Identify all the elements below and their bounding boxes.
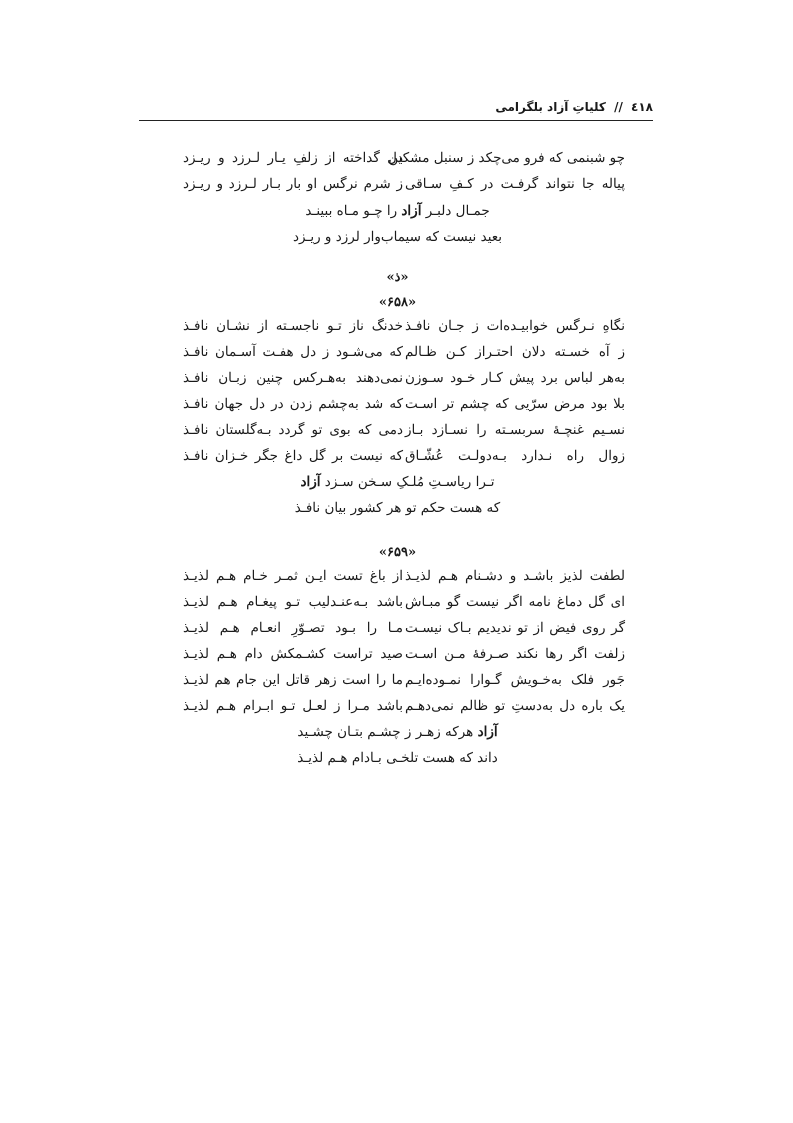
hemistich-left: باشد مـرا ز لعـل تـو ابـرام هـم لذیـذ (183, 698, 403, 714)
verse-row (170, 344, 625, 370)
hemistich-left: خدنگ ناز تـو ناجسـته از نشـان نافـذ (183, 318, 403, 334)
closing-text-pre: تـرا ریاسـتِ مُلـکِ سـخن سـزد (320, 474, 495, 490)
hemistich-left: مـا را بـود تصـوّرِ انعـام هـم لذیـذ (183, 620, 403, 636)
closing-line (170, 474, 625, 490)
hemistich-right: ای گل دماغ نامه اگر نیست گو مبـاش (405, 594, 625, 610)
book-title: کلیاتِ آزاد بلگرامی (495, 100, 606, 114)
hemistich-left: که نیست بر گل داغ جگر خـزان نافـذ (183, 448, 403, 464)
closing-text-post: را چـو مـاه ببینـد (305, 203, 402, 219)
hemistich-left: از باغ تست ایـن ثمـر خـام هـم لذیـذ (183, 568, 403, 584)
hemistich-left: دل گداخته از زلفِ یـار لـرزد و ریـزد (183, 150, 403, 166)
hemistich-right: لطفت لذیز باشـد و دشـنام هـم لذیـذ (405, 568, 625, 584)
hemistich-right: یک باره دل به‌دستِ تو ظالم نمی‌دهـم (405, 698, 625, 714)
page-number: ٤١٨ (631, 100, 653, 114)
closing-line (170, 724, 625, 740)
hemistich-left: که می‌شـود ز دل هفـت آسـمان نافـذ (183, 344, 403, 360)
closing-text-pre: بعید نیست که سیماب‌وار لرزد و ریـزد (292, 229, 503, 245)
hemistich-right: نسـیم غنچـهٔ سربسـته را نسـازد بـاز (405, 422, 625, 438)
poet-name: آزاد (477, 724, 498, 740)
hemistich-right: پیاله جا نتواند گرفـت در کـفِ سـاقی (405, 176, 625, 192)
hemistich-left: ما را است زهر قاتل این جام هم لذیـذ (183, 672, 403, 688)
poet-name: آزاد (401, 203, 422, 219)
hemistich-left: دمی که بوی تو گردد بـه‌گلستان نافـذ (183, 422, 403, 438)
hemistich-right: زلفت اگر رها نکند صـرفهٔ مـن اسـت (405, 646, 625, 662)
hemistich-right: ز آه خسـته دلان احتـراز کـن ظـالم (405, 344, 625, 360)
verse-row (170, 448, 625, 474)
hemistich-right: به‌هر لباس برد پیش کـار خـود سـوزن (405, 370, 625, 386)
closing-text-pre: داند که هست تلخـی بـادام هـم لذیـذ (297, 750, 498, 766)
header-separator: // (614, 100, 623, 114)
verse-row (170, 422, 625, 448)
verse-row (170, 370, 625, 396)
closing-line (170, 203, 625, 219)
closing-line (170, 750, 625, 766)
closing-text-pre: جمـال دلبـر (421, 203, 490, 219)
closing-line (170, 500, 625, 516)
verse-row (170, 594, 625, 620)
letter-heading: «ذ» (386, 270, 409, 285)
poet-name: آزاد (300, 474, 321, 490)
verse-row (170, 646, 625, 672)
closing-line (170, 229, 625, 245)
hemistich-left: ز شرم نرگس او بار بـار لـرزد و ریـزد (183, 176, 403, 192)
verse-row (170, 698, 625, 724)
verse-row (170, 568, 625, 594)
verse-row (170, 620, 625, 646)
hemistich-left: نمی‌دهند به‌هـرکس چنین زبـان نافـذ (183, 370, 403, 386)
hemistich-left: که شد به‌چشم زدن در دل جهان نافـذ (183, 396, 403, 412)
verse-row (170, 396, 625, 422)
verse-row (170, 176, 625, 202)
verse-row (170, 150, 625, 176)
header-rule (139, 120, 653, 121)
poem-number: «۶۵۸» (378, 295, 417, 310)
closing-text-pre: که هست حکم تو هر کشور بیان نافـذ (294, 500, 501, 516)
hemistich-right: چو شبنمی که فرو می‌چکد ز سنبل مشکین (388, 150, 625, 166)
hemistich-right: نگاهِ نـرگس خوابیـده‌ات ز جـان نافـذ (405, 318, 625, 334)
hemistich-right: جَور فلک به‌خـویش گـوارا نمـوده‌ایـم (405, 672, 625, 688)
closing-text-post: هرکه زهـر ز چشـم بتـان چشـید (297, 724, 478, 740)
hemistich-right: گر روی فیض از تو ندیدیم بـاک نیسـت (405, 620, 625, 636)
poem-number: «۶۵۹» (378, 545, 417, 560)
running-header (139, 96, 653, 120)
hemistich-left: باشد بـه‌عنـدلیب تـو پیغـام هـم لذیـذ (183, 594, 403, 610)
verse-row (170, 318, 625, 344)
verse-row (170, 672, 625, 698)
header-text (491, 100, 653, 114)
hemistich-left: صید تراست کشـمکش دام هـم لذیـذ (183, 646, 403, 662)
hemistich-right: بلا بود مرض سرّیی که چشم تر اسـت (405, 396, 625, 412)
hemistich-right: زوال راه نـدارد بـه‌دولـت عُشّـاق (405, 448, 625, 464)
